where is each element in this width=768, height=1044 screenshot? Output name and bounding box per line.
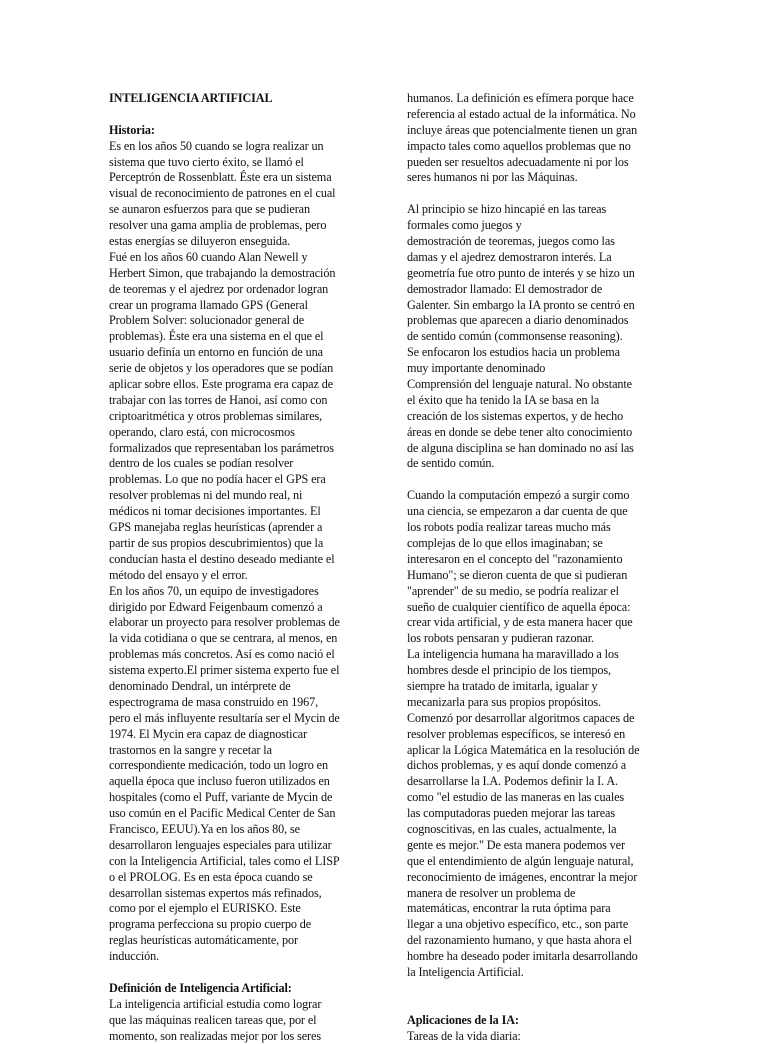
text-line: seres humanos ni por las Máquinas. — [407, 170, 578, 185]
text-line: matemáticas, encontrar la ruta óptima para — [407, 901, 611, 916]
right-column — [407, 91, 662, 1044]
text-line: gente es mejor." De esta manera podemos ver — [407, 837, 625, 852]
text-line: crear un programa llamado GPS (General — [109, 297, 308, 312]
text-line: Tareas de la vida diaria: — [407, 1028, 521, 1043]
text-line: resolver problemas ni del mundo real, ni — [109, 488, 303, 503]
text-line: operando, claro está, con microcosmos — [109, 424, 295, 439]
text-line: desarrollaron lenguajes especiales para utilizar — [109, 837, 332, 852]
text-line: o el PROLOG. Es en esta época cuando se — [109, 869, 313, 884]
left-column-content — [109, 107, 379, 1044]
text-line: del razonamiento humano, y que hasta ahora el — [407, 933, 632, 948]
text-line: La inteligencia humana ha maravillado a los — [407, 647, 619, 662]
document-title: INTELIGENCIA ARTIFICIAL — [109, 91, 273, 105]
text-line: correspondiente medicación, todo un logro en — [109, 758, 328, 773]
text-line: denominado Dendral, un intérprete de — [109, 678, 291, 693]
text-line: manera de resolver un problema de — [407, 885, 576, 900]
text-line: partir de sus propios descubrimientos) que la — [109, 535, 324, 550]
blank-line — [109, 107, 379, 123]
text-line: Francisco, EEUU).Ya en los años 80, se — [109, 821, 300, 836]
text-line: de teoremas y el ajedrez por ordenador logran — [109, 281, 329, 296]
text-line: el éxito que ha tenido la IA se basa en la — [407, 392, 600, 407]
paragraph — [407, 91, 662, 186]
paragraph — [109, 997, 379, 1044]
text-line: llegar a una objetivo específico, etc., son parte — [407, 917, 629, 932]
text-line: reglas heurísticas automáticamente, por — [109, 933, 298, 948]
text-line: que el entendimiento de algún lenguaje natural, — [407, 853, 634, 868]
section-heading: Aplicaciones de la IA: — [407, 1012, 519, 1027]
text-line: Problem Solver: solucionador general de — [109, 313, 305, 328]
text-line: conducían hasta el destino deseado mediante el — [109, 551, 335, 566]
text-line: Es en los años 50 cuando se logra realizar un — [109, 138, 324, 153]
text-line: Herbert Simon, que trabajando la demostración — [109, 265, 336, 280]
text-line: de sentido común (commonsense reasoning). — [407, 329, 623, 344]
text-line: programa perfecciona su propio cuerpo de — [109, 917, 312, 932]
text-line: la vida cotidiana o que se centrara, al menos, en — [109, 631, 338, 646]
blank-line — [407, 472, 662, 488]
section-heading: Historia: — [109, 122, 155, 137]
text-line: GPS manejaba reglas heurísticas (aprender a — [109, 520, 323, 535]
text-line: médicos ni tomar decisiones importantes. El — [109, 504, 321, 519]
paragraph — [109, 139, 379, 965]
text-line: problemas. Lo que no podía hacer el GPS era — [109, 472, 326, 487]
text-line: uso común en el Pacific Medical Center de San — [109, 806, 336, 821]
text-line: Galenter. Sin embargo la IA pronto se centró en — [407, 297, 635, 312]
text-line: de sentido común. — [407, 456, 495, 471]
text-line: sueño de cualquier científico de aquella época: — [407, 599, 631, 614]
text-line: serie de objetos y los operadores que se podían — [109, 361, 334, 376]
text-line: momento, son realizadas mejor por los seres — [109, 1028, 321, 1043]
text-line: humanos. La definición es efímera porque hace — [407, 91, 634, 105]
text-line: trastornos en la sangre y recetar la — [109, 742, 272, 757]
text-line: Se enfocaron los estudios hacia un problema — [407, 345, 620, 360]
text-line: hospitales (como el Puff, variante de Mycin de — [109, 790, 333, 805]
right-column-content — [407, 91, 662, 1044]
text-line: hombres desde el principio de los tiempos, — [407, 663, 611, 678]
text-line: demostración de teoremas, juegos como las — [407, 234, 615, 249]
text-line: formales como juegos y — [407, 218, 522, 233]
text-line: resolver problemas específicos, se interesó en — [407, 726, 626, 741]
text-line: que las máquinas realicen tareas que, por el — [109, 1012, 317, 1027]
text-line: muy importante denominado — [407, 361, 546, 376]
text-line: 1974. El Mycin era capaz de diagnosticar — [109, 726, 308, 741]
text-line: hombre ha deseado poder imitarla desarrollando — [407, 949, 638, 964]
text-line: como por el ejemplo el EURISKO. Este — [109, 901, 301, 916]
text-line: aplicar sobre ellos. Este programa era capaz de — [109, 377, 334, 392]
text-line: aquella época que incluso fueron utilizados en — [109, 774, 330, 789]
text-line: usuario definía un entorno en función de una — [109, 345, 323, 360]
text-line: Cuando la computación empezó a surgir como — [407, 488, 630, 503]
text-line: reconocimiento de imágenes, encontrar la mejor — [407, 869, 638, 884]
text-line: Humano"; se dieron cuenta de que si pudieran — [407, 567, 628, 582]
text-line: inducción. — [109, 949, 160, 964]
blank-line — [407, 981, 662, 997]
text-line: los robots podía realizar tareas mucho más — [407, 520, 611, 535]
text-line: resolver una gama amplia de problemas, pero — [109, 218, 327, 233]
text-line: sistema experto.El primer sistema experto fue el — [109, 663, 340, 678]
blank-line — [407, 186, 662, 202]
section-heading: Definición de Inteligencia Artificial: — [109, 980, 292, 995]
text-line: demostrador llamado: El demostrador de — [407, 281, 603, 296]
text-line: dirigido por Edward Feigenbaum comenzó a — [109, 599, 323, 614]
text-line: la Inteligencia Artificial. — [407, 964, 524, 979]
text-line: trabajar con las torres de Hanoi, así como con — [109, 392, 328, 407]
text-line: siempre ha tratado de imitarla, igualar y — [407, 678, 598, 693]
text-line: como "el estudio de las maneras en las cuales — [407, 790, 625, 805]
text-line: damas y el ajedrez demostraron interés. La — [407, 249, 612, 264]
text-line: impacto tales como aquellos problemas que no — [407, 138, 631, 153]
text-line: problemas más concretos. Así es como nació el — [109, 647, 335, 662]
text-line: sistema que tuvo cierto éxito, se llamó el — [109, 154, 304, 169]
text-line: desarrollan sistemas expertos más refinados, — [109, 885, 322, 900]
text-line: áreas en donde se debe tener alto conocimiento — [407, 424, 633, 439]
text-line: con la Inteligencia Artificial, tales como el LISP — [109, 853, 340, 868]
text-line: aplicar la Lógica Matemática en la resolución de — [407, 742, 640, 757]
text-line: referencia al estado actual de la informática. No — [407, 106, 636, 121]
text-line: geometría fue otro punto de interés y se hizo un — [407, 265, 635, 280]
text-line: elaborar un proyecto para resolver problemas de — [109, 615, 340, 630]
text-line: creación de los sistemas expertos, y de hecho — [407, 408, 624, 423]
text-line: método del ensayo y el error. — [109, 567, 248, 582]
text-line: En los años 70, un equipo de investigadores — [109, 583, 319, 598]
text-line: espectrograma de masa construido en 1967, — [109, 694, 319, 709]
text-line: "aprender" de su medio, se podría realizar el — [407, 583, 619, 598]
text-line: interesaron en el concepto del "razonamiento — [407, 551, 623, 566]
paragraph — [407, 1029, 662, 1044]
text-line: mecanizarla para sus propios propósitos. — [407, 694, 601, 709]
text-line: La inteligencia artificial estudia como lograr — [109, 996, 322, 1011]
text-line: las computadoras pueden mejorar las tareas — [407, 806, 615, 821]
text-line: dichos problemas, y es aquí donde comenzó a — [407, 758, 627, 773]
text-line: se aunaron esfuerzos para que se pudieran — [109, 202, 310, 217]
text-line: complejas de lo que ellos imaginaban; se — [407, 535, 603, 550]
left-column — [109, 91, 379, 1044]
blank-line — [109, 965, 379, 981]
text-line: criptoaritmética y otros problemas similares, — [109, 408, 323, 423]
text-line: estas energías se diluyeron enseguida. — [109, 234, 291, 249]
text-line: pero el más influyente resultaría ser el Mycin de — [109, 710, 340, 725]
text-line: Perceptrón de Rossenblatt. Éste era un sistema — [109, 170, 332, 185]
text-line: crear vida artificial, y de esta manera hacer que — [407, 615, 633, 630]
text-line: problemas que aparecen a diario denominados — [407, 313, 629, 328]
text-line: desarrollarse la I.A. Podemos definir la I. A. — [407, 774, 618, 789]
text-line: cognoscitivas, en las cuales, actualmente, la — [407, 821, 617, 836]
text-line: pueden ser resueltos adecuadamente ni por los — [407, 154, 629, 169]
text-line: una ciencia, se empezaron a dar cuenta de que — [407, 504, 628, 519]
text-line: dentro de los cuales se podían resolver — [109, 456, 294, 471]
blank-line — [407, 997, 662, 1013]
text-line: de alguna disciplina se han dominado no así las — [407, 440, 634, 455]
text-line: Comprensión del lenguaje natural. No obstante — [407, 377, 632, 392]
text-line: incluye áreas que potencialmente tienen un gran — [407, 122, 638, 137]
text-line: Al principio se hizo hincapié en las tareas — [407, 202, 607, 217]
text-line: problemas). Éste era una sistema en el que el — [109, 329, 324, 344]
text-line: Comenzó por desarrollar algoritmos capaces de — [407, 710, 635, 725]
text-line: los robots pensaran y pudieran razonar. — [407, 631, 594, 646]
paragraph — [407, 488, 662, 981]
text-line: visual de reconocimiento de patrones en el cual — [109, 186, 336, 201]
paragraph — [407, 202, 662, 472]
text-line: Fué en los años 60 cuando Alan Newell y — [109, 249, 308, 264]
text-line: formalizados que representaban los parámetros — [109, 440, 334, 455]
